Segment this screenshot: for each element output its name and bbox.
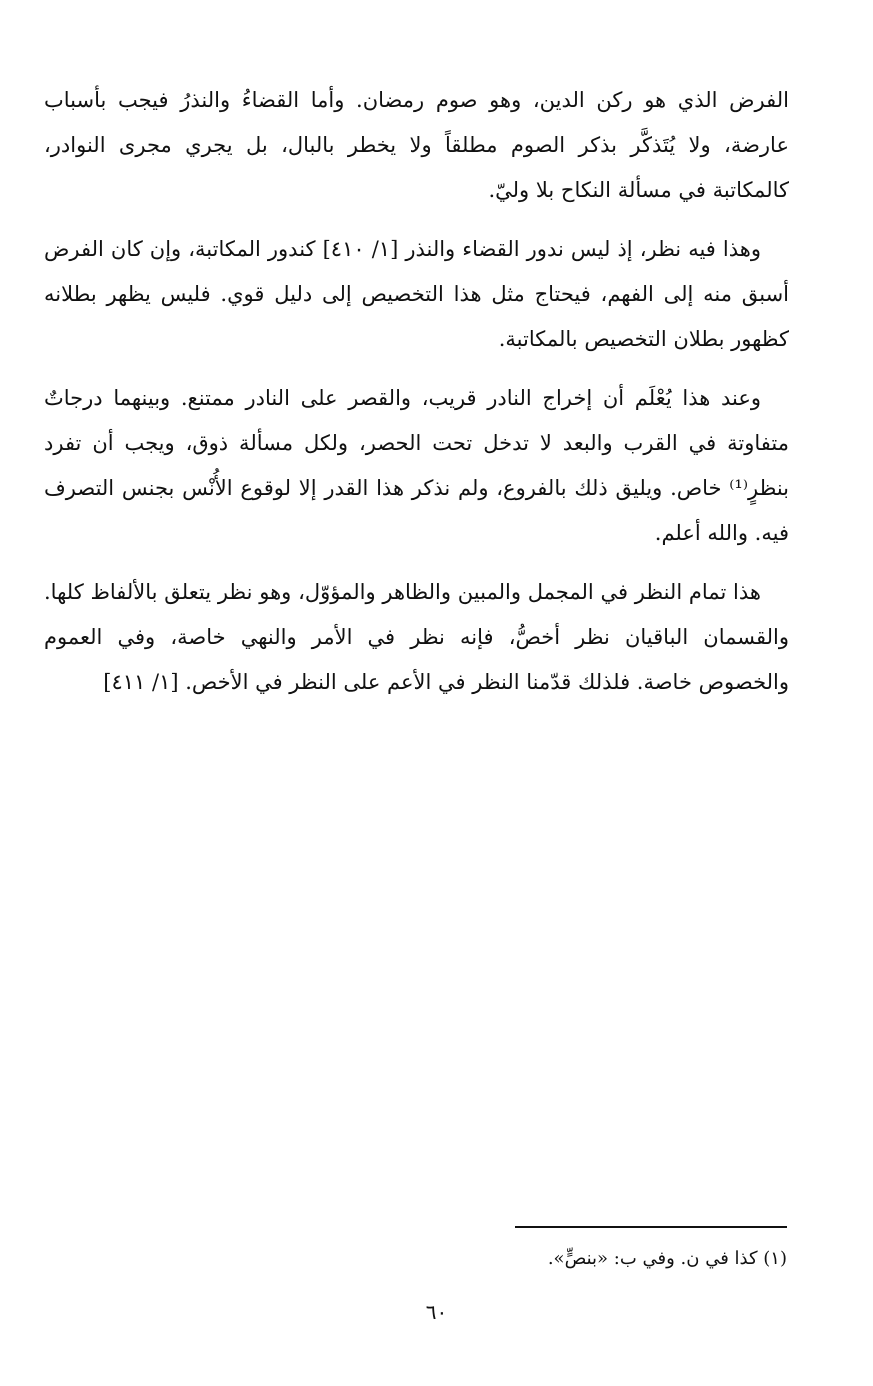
- footnote-divider: [515, 1226, 787, 1228]
- footnote: (١) كذا في ن. وفي ب: «بنصٍّ».: [547, 1248, 787, 1269]
- paragraph-1: الفرض الذي هو ركن الدين، وهو صوم رمضان. وأما القضاءُ والنذرُ فيجب بأسباب عارضة، ولا يُتَذكَّر بذكر الصوم مطلقاً ولا يخطر بالبال، بل يجري مجرى النوادر، كالمكاتبة في مسألة النكاح بلا وليّ.: [44, 88, 789, 202]
- page-number: ٦٠: [425, 1300, 448, 1324]
- paragraph-2: وهذا فيه نظر، إذ ليس ندور القضاء والنذر [١/ ٤١٠] كندور المكاتبة، وإن كان الفرض أسبق منه إلى الفهم، فيحتاج مثل هذا التخصيص إلى دليل قوي. فليس يظهر بطلانه كظهور بطلان التخصيص بالمكاتبة.: [44, 237, 789, 351]
- paragraph-4: هذا تمام النظر في المجمل والمبين والظاهر والمؤوّل، وهو نظر يتعلق بالألفاظ كلها. والقسمان الباقيان نظر أخصُّ، فإنه نظر في الأمر والنهي خاصة، وفي العموم والخصوص خاصة. فلذلك قدّمنا النظر في الأعم على النظر في الأخص. [١/ ٤١١]: [44, 580, 789, 694]
- main-text: [44, 78, 789, 719]
- paragraph-3: وعند هذا يُعْلَم أن إخراج النادر قريب، والقصر على النادر ممتنع. وبينهما درجاتٌ متفاوتة في القرب والبعد لا تدخل تحت الحصر، ولكل مسألة ذوق، ويجب أن تفرد بنظرٍ⁽¹⁾ خاص. ويليق ذلك بالفروع، ولم نذكر هذا القدر إلا لوقوع الأُنْس بجنس التصرف فيه. والله أعلم.: [44, 386, 789, 545]
